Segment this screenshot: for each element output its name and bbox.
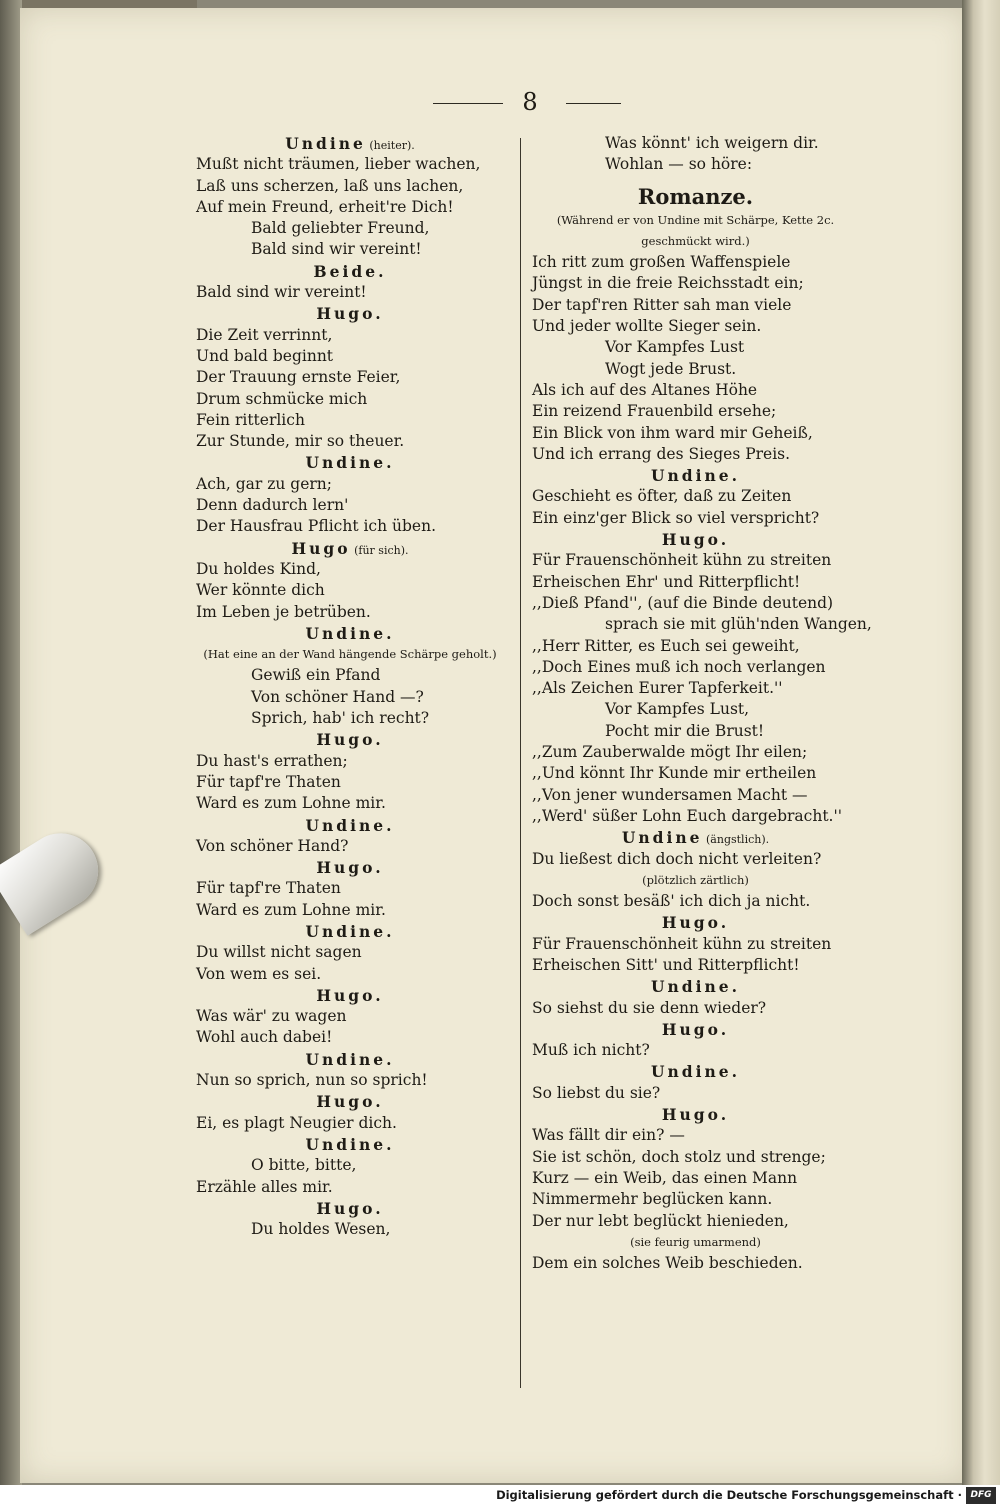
verse-line: Ein einz'ger Blick so viel verspricht? bbox=[532, 508, 820, 527]
verse-line: Von schöner Hand —? bbox=[251, 687, 424, 706]
verse-line: Der tapf'ren Ritter sah man viele bbox=[532, 295, 792, 314]
speaker-name bbox=[523, 1104, 868, 1125]
verse-line: Der Trauung ernste Feier, bbox=[196, 368, 401, 387]
page-header bbox=[0, 88, 1000, 118]
speaker-label: Hugo. bbox=[661, 1019, 730, 1039]
speaker-label: Hugo. bbox=[661, 1105, 730, 1125]
verse-line: Bald sind wir vereint! bbox=[251, 240, 422, 259]
speaker-name bbox=[187, 1134, 513, 1155]
verse-line: Von wem es sei. bbox=[196, 964, 322, 983]
verse-line: Vor Kampfes Lust bbox=[605, 338, 745, 357]
verse-line: Mußt nicht träumen, lieber wachen, bbox=[196, 155, 481, 174]
verse-line: Im Leben je betrüben. bbox=[196, 602, 371, 621]
verse-line: Für Frauenschönheit kühn zu streiten bbox=[532, 934, 832, 953]
verse-line: Ward es zum Lohne mir. bbox=[196, 900, 386, 919]
header-rule-left bbox=[433, 103, 503, 104]
stage-direction: (ängstlich). bbox=[702, 833, 770, 847]
speaker-name bbox=[187, 452, 513, 473]
verse-line: Für tapf're Thaten bbox=[196, 772, 341, 791]
verse-line: Gewiß ein Pfand bbox=[251, 666, 381, 685]
speaker-name bbox=[523, 976, 868, 997]
header-rule-right bbox=[566, 103, 621, 104]
verse-line: Muß ich nicht? bbox=[532, 1041, 650, 1060]
verse-line: Sprich, hab' ich recht? bbox=[251, 709, 430, 728]
verse-line: Denn dadurch lern' bbox=[196, 496, 349, 515]
verse-line: So siehst du sie denn wieder? bbox=[532, 998, 767, 1017]
book-page-edge-right bbox=[962, 0, 1000, 1485]
book-binding-left bbox=[0, 0, 22, 1490]
speaker-label: Undine bbox=[285, 134, 366, 153]
speaker-name bbox=[187, 133, 513, 154]
verse-line: Auf mein Freund, erheit're Dich! bbox=[196, 197, 454, 216]
speaker-name bbox=[187, 303, 513, 324]
verse-line: Ei, es plagt Neugier dich. bbox=[196, 1113, 397, 1132]
verse-line: Ein reizend Frauenbild ersehe; bbox=[532, 402, 777, 421]
verse-line: Was könnt' ich weigern dir. bbox=[605, 134, 819, 152]
speaker-name bbox=[523, 827, 868, 848]
speaker-label: Hugo. bbox=[661, 913, 730, 933]
verse-line: Für Frauenschönheit kühn zu streiten bbox=[532, 551, 832, 570]
speaker-label: Undine. bbox=[650, 977, 741, 997]
speaker-label: Undine. bbox=[305, 921, 395, 941]
verse-line: Kurz — ein Weib, das einen Mann bbox=[532, 1168, 798, 1187]
verse-line: Zur Stunde, mir so theuer. bbox=[196, 432, 405, 451]
speaker-name bbox=[187, 538, 513, 559]
stage-direction: (Während er von Undine mit Schärpe, Kette 2c. bbox=[556, 212, 835, 227]
speaker-label: Hugo. bbox=[316, 730, 384, 750]
speaker-label: Hugo. bbox=[661, 530, 730, 550]
verse-line: ,,Von jener wundersamen Macht — bbox=[532, 785, 808, 804]
stage-direction: (plötzlich zärtlich) bbox=[642, 872, 749, 887]
speaker-name bbox=[187, 261, 513, 282]
verse-line: Als ich auf des Altanes Höhe bbox=[532, 380, 758, 399]
verse-line: Du willst nicht sagen bbox=[196, 943, 362, 962]
verse-line: sprach sie mit glüh'nden Wangen, bbox=[605, 615, 872, 634]
stage-direction: (heiter). bbox=[365, 139, 415, 152]
verse-line: Der nur lebt beglückt hienieden, bbox=[532, 1211, 789, 1230]
verse-line: ,,Doch Eines muß ich noch verlangen bbox=[532, 657, 826, 676]
verse-line: ,,Und könnt Ihr Kunde mir ertheilen bbox=[532, 764, 817, 783]
verse-line: Du hast's errathen; bbox=[196, 751, 348, 770]
section-title: Romanze. bbox=[637, 183, 754, 209]
verse-line: Erheischen Ehr' und Ritterpflicht! bbox=[532, 572, 801, 591]
verse-line: Pocht mir die Brust! bbox=[605, 721, 765, 740]
speaker-name bbox=[187, 815, 513, 836]
stage-direction: (Hat eine an der Wand hängende Schärpe geholt.) bbox=[203, 647, 497, 662]
speaker-name bbox=[187, 921, 513, 942]
speaker-label: Hugo. bbox=[316, 304, 384, 324]
verse-line: Ich ritt zum großen Waffenspiele bbox=[532, 253, 791, 272]
verse-line: Bald sind wir vereint! bbox=[196, 283, 367, 302]
speaker-label: Undine. bbox=[650, 1062, 741, 1082]
speaker-label: Hugo. bbox=[316, 1198, 384, 1218]
verse-line: ,,Als Zeichen Eurer Tapferkeit.'' bbox=[532, 679, 783, 698]
verse-line: So liebst du sie? bbox=[532, 1083, 661, 1102]
verse-line: Und bald beginnt bbox=[196, 346, 334, 365]
verse-line: ,,Herr Ritter, es Euch sei geweiht, bbox=[532, 636, 800, 655]
verse-line: Ward es zum Lohne mir. bbox=[196, 794, 386, 813]
verse-line: Erheischen Sitt' und Ritterpflicht! bbox=[532, 955, 800, 974]
speaker-name bbox=[523, 912, 868, 933]
verse-line: Du holdes Kind, bbox=[196, 559, 321, 578]
speaker-name bbox=[523, 465, 868, 486]
verse-line: Und jeder wollte Sieger sein. bbox=[532, 317, 762, 336]
verse-line: Ach, gar zu gern; bbox=[196, 474, 332, 493]
speaker-name bbox=[523, 1019, 868, 1040]
speaker-name bbox=[187, 1049, 513, 1070]
speaker-label: Undine. bbox=[650, 466, 741, 486]
stage-direction: (sie feurig umarmend) bbox=[630, 1234, 761, 1249]
dfg-logo: DFG bbox=[966, 1487, 996, 1504]
verse-line: Fein ritterlich bbox=[196, 410, 305, 429]
verse-line: Du ließest dich doch nicht verleiten? bbox=[532, 849, 822, 868]
verse-line: Vor Kampfes Lust, bbox=[605, 700, 750, 719]
speaker-name bbox=[187, 729, 513, 750]
verse-line: Laß uns scherzen, laß uns lachen, bbox=[196, 176, 464, 195]
speaker-label: Beide. bbox=[313, 261, 387, 281]
speaker-name bbox=[187, 985, 513, 1006]
speaker-label: Hugo bbox=[291, 538, 351, 558]
digitization-credit: Digitalisierung gefördert durch die Deutsche Forschungsgemeinschaft · bbox=[496, 1488, 962, 1502]
verse-line: Der Hausfrau Pflicht ich üben. bbox=[196, 517, 437, 536]
verse-line: Sie ist schön, doch stolz und strenge; bbox=[532, 1147, 826, 1166]
speaker-label: Hugo. bbox=[316, 858, 384, 878]
verse-line: Nun so sprich, nun so sprich! bbox=[196, 1071, 428, 1090]
speaker-label: Undine. bbox=[305, 1134, 395, 1154]
verse-line: Was wär' zu wagen bbox=[196, 1007, 347, 1026]
verse-line: Drum schmücke mich bbox=[196, 389, 368, 408]
verse-line: Dem ein solches Weib beschieden. bbox=[532, 1254, 803, 1273]
speaker-label: Undine. bbox=[305, 815, 395, 835]
speaker-label: Hugo. bbox=[316, 985, 384, 1005]
speaker-name bbox=[523, 529, 868, 550]
verse-line: Was fällt dir ein? — bbox=[532, 1126, 685, 1145]
page-number: 8 bbox=[522, 88, 538, 116]
verse-line: Geschieht es öfter, daß zu Zeiten bbox=[532, 487, 792, 506]
verse-line: Ein Blick von ihm ward mir Geheiß, bbox=[532, 423, 813, 442]
verse-line: Für tapf're Thaten bbox=[196, 879, 341, 898]
verse-line: Du holdes Wesen, bbox=[251, 1220, 391, 1239]
verse-line: ,,Werd' süßer Lohn Euch dargebracht.'' bbox=[532, 806, 842, 825]
stage-direction: (für sich). bbox=[350, 543, 409, 557]
verse-line: Wogt jede Brust. bbox=[605, 359, 737, 378]
verse-line: Nimmermehr beglücken kann. bbox=[532, 1190, 773, 1209]
verse-line: Die Zeit verrinnt, bbox=[196, 325, 333, 344]
stage-direction: geschmückt wird.) bbox=[641, 233, 750, 248]
speaker-name bbox=[187, 857, 513, 878]
verse-line: Wer könnte dich bbox=[196, 581, 325, 600]
speaker-label: Undine. bbox=[305, 1049, 395, 1069]
verse-line: Wohl auch dabei! bbox=[196, 1028, 333, 1047]
verse-line: Von schöner Hand? bbox=[196, 836, 349, 855]
speaker-label: Hugo. bbox=[316, 1092, 384, 1112]
speaker-label: Undine bbox=[621, 828, 703, 848]
right-column bbox=[523, 133, 872, 1274]
verse-line: Doch sonst besäß' ich dich ja nicht. bbox=[532, 892, 811, 911]
verse-line: Und ich errang des Sieges Preis. bbox=[532, 444, 791, 463]
column-divider bbox=[520, 138, 521, 1388]
speaker-name bbox=[187, 623, 513, 644]
footer-bar bbox=[0, 1485, 1000, 1508]
verse-line: ,,Zum Zauberwalde mögt Ihr eilen; bbox=[532, 743, 808, 762]
verse-line: O bitte, bitte, bbox=[251, 1156, 357, 1175]
speaker-label: Undine. bbox=[305, 623, 395, 643]
verse-line: Bald geliebter Freund, bbox=[251, 219, 430, 238]
speaker-name bbox=[187, 1091, 513, 1112]
verse-line: Jüngst in die freie Reichsstadt ein; bbox=[532, 274, 804, 293]
verse-line: ,,Dieß Pfand'', (auf die Binde deutend) bbox=[532, 593, 834, 612]
speaker-label: Undine. bbox=[305, 453, 395, 473]
verse-line: Erzähle alles mir. bbox=[196, 1177, 333, 1196]
left-column bbox=[187, 133, 513, 1240]
speaker-name bbox=[523, 1061, 868, 1082]
speaker-name bbox=[187, 1198, 513, 1219]
verse-line: Wohlan — so höre: bbox=[605, 155, 753, 174]
